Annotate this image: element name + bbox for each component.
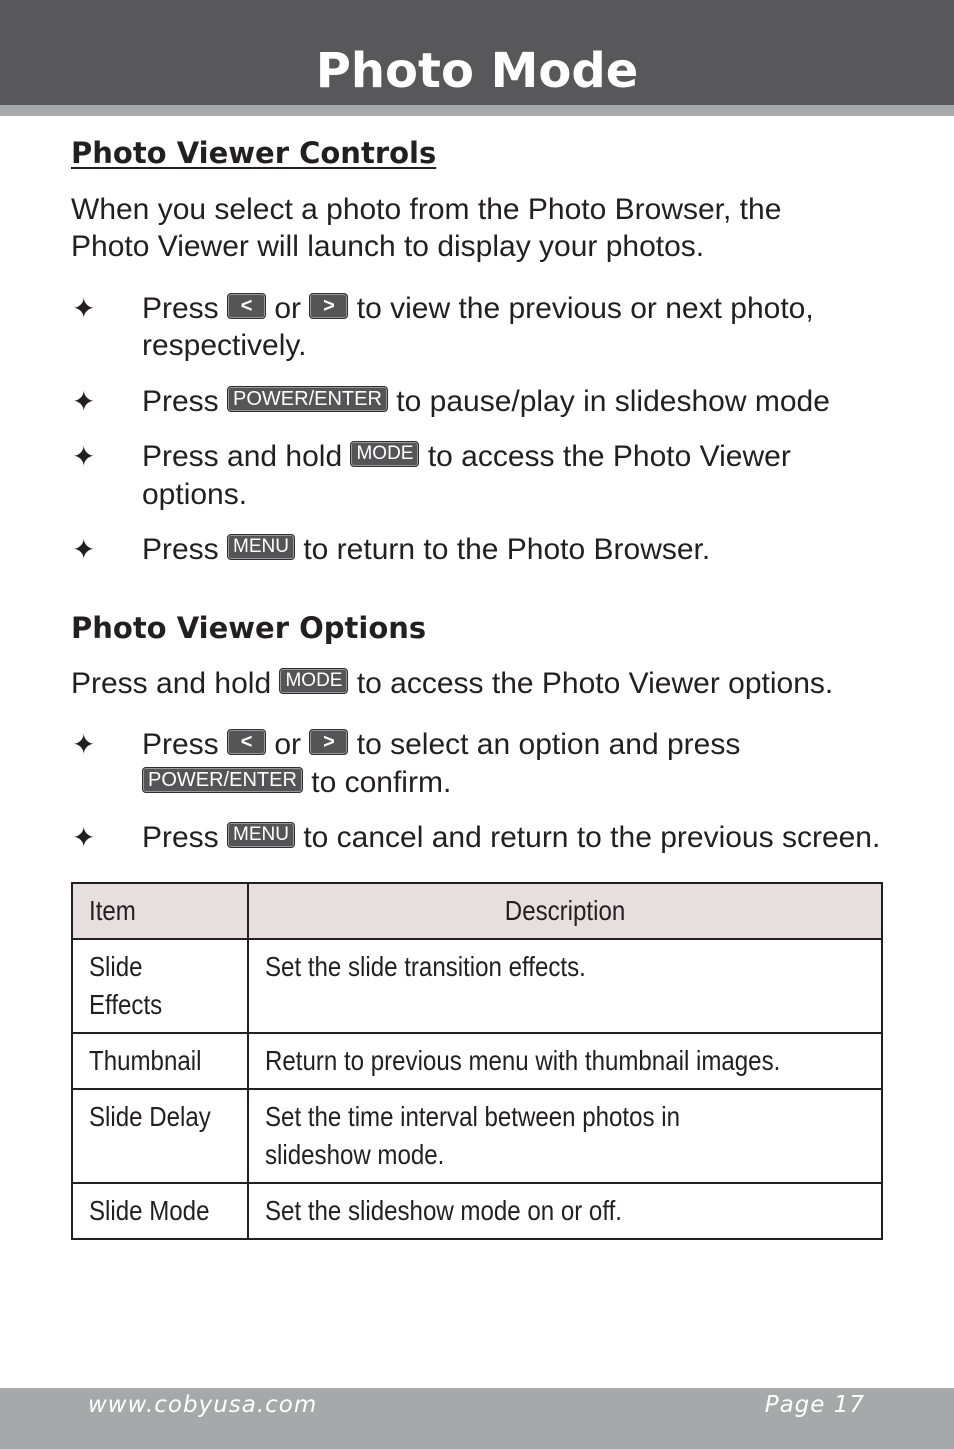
options-heading: Photo Viewer Options bbox=[71, 611, 427, 645]
options-table bbox=[71, 882, 883, 1240]
table-cell-description bbox=[248, 1183, 882, 1239]
table-cell-item bbox=[72, 1033, 248, 1089]
bullet-icon: ✦ bbox=[72, 822, 96, 853]
table-row bbox=[72, 1183, 882, 1239]
next-key-icon: > bbox=[309, 293, 348, 319]
page-title: Photo Mode bbox=[315, 43, 639, 99]
table-cell-item bbox=[72, 1183, 248, 1239]
mode-key-icon: MODE bbox=[350, 441, 419, 467]
header-text: Description bbox=[504, 895, 626, 926]
bullet-icon: ✦ bbox=[72, 729, 96, 760]
bullet-icon: ✦ bbox=[72, 386, 96, 417]
table-cell-description bbox=[248, 939, 882, 1033]
table-row bbox=[72, 1033, 882, 1089]
press-text: Press bbox=[142, 533, 219, 566]
controls-bullet-3-line1 bbox=[142, 438, 791, 475]
table-header-description bbox=[248, 883, 882, 939]
bullet-text: to view the previous or next photo, bbox=[356, 292, 814, 325]
controls-bullet-1-line1 bbox=[142, 290, 814, 327]
power-enter-key-icon: POWER/ENTER bbox=[142, 767, 303, 793]
table-cell-description bbox=[248, 1033, 882, 1089]
next-key-icon: > bbox=[309, 729, 348, 755]
options-intro bbox=[71, 665, 891, 702]
press-text: Press bbox=[142, 292, 219, 325]
controls-intro-line2: Photo Viewer will launch to display your photos. bbox=[71, 230, 705, 263]
press-text: Press bbox=[142, 821, 219, 854]
bullet-icon: ✦ bbox=[72, 293, 96, 324]
intro-before-text: Press and hold bbox=[71, 667, 272, 700]
cell-text: Slide Delay bbox=[89, 1101, 211, 1132]
cell-text: Thumbnail bbox=[89, 1045, 202, 1076]
menu-key-icon: MENU bbox=[227, 822, 295, 848]
bullet-text: to access the Photo Viewer bbox=[427, 440, 791, 473]
bullet-text: to cancel and return to the previous screen. bbox=[303, 821, 881, 854]
table-cell-item bbox=[72, 1089, 248, 1183]
controls-bullet-1-line2: respectively. bbox=[142, 329, 307, 362]
prev-key-icon: < bbox=[227, 293, 266, 319]
bullet-text: to return to the Photo Browser. bbox=[303, 533, 711, 566]
footer-url: www.cobyusa.com bbox=[88, 1392, 318, 1418]
cell-text: Slide Mode bbox=[89, 1195, 210, 1226]
press-text: Press bbox=[142, 728, 219, 761]
menu-key-icon: MENU bbox=[227, 534, 295, 560]
table-row bbox=[72, 939, 882, 1033]
bullet-text: to pause/play in slideshow mode bbox=[396, 385, 830, 418]
table-row bbox=[72, 1089, 882, 1183]
bullet-icon: ✦ bbox=[72, 441, 96, 472]
table-cell-item bbox=[72, 939, 248, 1033]
cell-text: Set the time interval between photos in slideshow mode. bbox=[265, 1101, 680, 1170]
cell-text: Slide Effects bbox=[89, 951, 163, 1020]
mode-key-icon: MODE bbox=[279, 668, 348, 694]
cell-text: Return to previous menu with thumbnail images. bbox=[265, 1045, 781, 1076]
controls-bullet-3-line2: options. bbox=[142, 478, 248, 511]
press-text: Press bbox=[142, 385, 219, 418]
options-bullet-1-line2 bbox=[142, 764, 451, 801]
power-enter-key-icon: POWER/ENTER bbox=[227, 386, 388, 412]
prev-key-icon: < bbox=[227, 729, 266, 755]
or-text: or bbox=[274, 728, 302, 761]
bullet-text: to select an option and press bbox=[356, 728, 741, 761]
intro-after-text: to access the Photo Viewer options. bbox=[356, 667, 834, 700]
controls-heading: Photo Viewer Controls bbox=[71, 136, 437, 170]
controls-bullet-2 bbox=[142, 383, 830, 420]
options-bullet-1-line1 bbox=[142, 726, 740, 763]
controls-bullet-4 bbox=[142, 531, 710, 568]
controls-intro-line1: When you select a photo from the Photo Browser, the bbox=[71, 193, 782, 226]
bullet-icon: ✦ bbox=[72, 534, 96, 565]
table-cell-description bbox=[248, 1089, 882, 1183]
cell-text: Set the slide transition effects. bbox=[265, 951, 586, 982]
or-text: or bbox=[274, 292, 302, 325]
table-header-row bbox=[72, 883, 882, 939]
bullet-text: to confirm. bbox=[311, 766, 452, 799]
press-text: Press and hold bbox=[142, 440, 343, 473]
table-header-item bbox=[72, 883, 248, 939]
header-strip bbox=[0, 105, 954, 116]
options-bullet-2 bbox=[142, 819, 880, 856]
cell-text: Set the slideshow mode on or off. bbox=[265, 1195, 622, 1226]
header-text: Item bbox=[89, 895, 136, 926]
page-number: Page 17 bbox=[764, 1392, 865, 1418]
